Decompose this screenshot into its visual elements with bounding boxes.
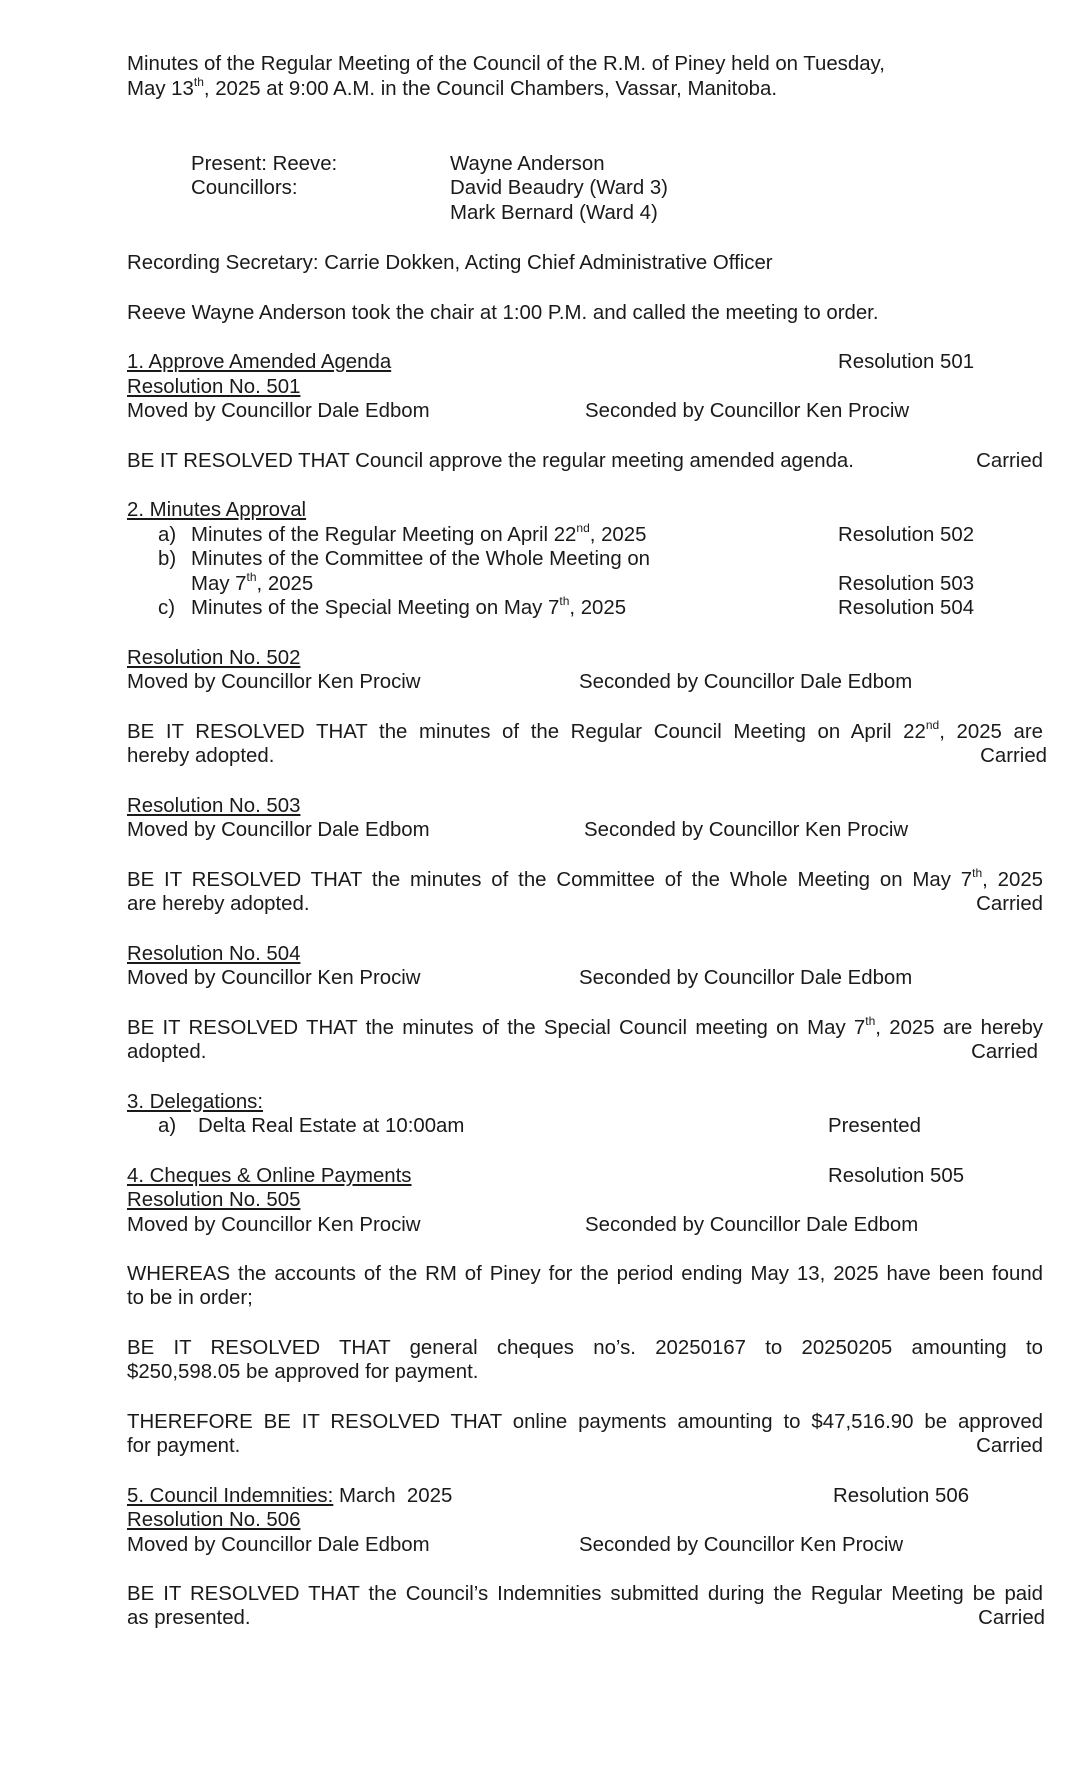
item-c-text: Minutes of the Special Meeting on May 7th, 2025 bbox=[191, 594, 627, 619]
header-line-1: Minutes of the Regular Meeting of the Council of the R.M. of Piney held on Tuesday, bbox=[127, 53, 885, 75]
item-b-text-line-2: May 7th, 2025 bbox=[191, 570, 314, 595]
delegation-a-letter: a) bbox=[158, 1115, 177, 1137]
resolution-502-text-line-1: BE IT RESOLVED THAT the minutes of the Regular Council Meeting on April 22nd, 2025 are bbox=[127, 718, 1043, 743]
resolution-506-seconded: Seconded by Councillor Ken Prociw bbox=[579, 1534, 904, 1556]
whereas-line-1: WHEREAS the accounts of the RM of Piney for the period ending May 13, 2025 have been found bbox=[127, 1263, 1043, 1285]
resolution-504-text-line-2: adopted. bbox=[127, 1041, 207, 1063]
resolution-503-number: Resolution No. 503 bbox=[127, 795, 301, 817]
section-4-heading: 4. Cheques & Online Payments bbox=[127, 1165, 412, 1187]
resolution-503-carried: Carried bbox=[976, 893, 1043, 915]
resolution-504-text-line-1: BE IT RESOLVED THAT the minutes of the Special Council meeting on May 7th, 2025 are hereby bbox=[127, 1014, 1044, 1039]
resolution-503-text-line-2: are hereby adopted. bbox=[127, 893, 310, 915]
call-to-order: Reeve Wayne Anderson took the chair at 1:00 P.M. and called the meeting to order. bbox=[127, 302, 879, 324]
cheques-line-2: $250,598.05 be approved for payment. bbox=[127, 1361, 479, 1383]
whereas-line-2: to be in order; bbox=[127, 1287, 253, 1309]
resolution-502-carried: Carried bbox=[980, 745, 1047, 767]
resolution-505-moved: Moved by Councillor Ken Prociw bbox=[127, 1214, 421, 1236]
resolution-501-number: Resolution No. 501 bbox=[127, 376, 301, 398]
resolution-501-seconded: Seconded by Councillor Ken Prociw bbox=[585, 400, 910, 422]
item-b-letter: b) bbox=[158, 548, 177, 570]
item-c-letter: c) bbox=[158, 597, 175, 619]
resolution-505-seconded: Seconded by Councillor Dale Edbom bbox=[585, 1214, 919, 1236]
resolution-506-number: Resolution No. 506 bbox=[127, 1509, 301, 1531]
resolution-502-number: Resolution No. 502 bbox=[127, 647, 301, 669]
resolution-501-moved: Moved by Councillor Dale Edbom bbox=[127, 400, 430, 422]
section-1-resolution-ref: Resolution 501 bbox=[838, 351, 975, 373]
online-payments-line-2: for payment. bbox=[127, 1435, 241, 1457]
councillor-2: Mark Bernard (Ward 4) bbox=[450, 202, 658, 224]
resolution-501-carried: Carried bbox=[976, 450, 1043, 472]
councillors-label: Councillors: bbox=[191, 177, 298, 199]
present-label: Present: Reeve: bbox=[191, 153, 338, 175]
item-a-letter: a) bbox=[158, 524, 177, 546]
section-5-resolution-ref: Resolution 506 bbox=[833, 1485, 970, 1507]
reeve-name: Wayne Anderson bbox=[450, 153, 605, 175]
resolution-504-carried: Carried bbox=[971, 1041, 1038, 1063]
section-3-heading: 3. Delegations: bbox=[127, 1091, 264, 1113]
resolution-501-text: BE IT RESOLVED THAT Council approve the regular meeting amended agenda. bbox=[127, 450, 854, 472]
resolution-506-text-line-1: BE IT RESOLVED THAT the Council’s Indemnities submitted during the Regular Meeting be paid bbox=[127, 1583, 1043, 1605]
resolution-502-moved: Moved by Councillor Ken Prociw bbox=[127, 671, 421, 693]
header-line-2: May 13th, 2025 at 9:00 A.M. in the Council Chambers, Vassar, Manitoba. bbox=[127, 75, 778, 100]
cheques-line-1: BE IT RESOLVED THAT general cheques no’s. 20250167 to 20250205 amounting to bbox=[127, 1337, 1043, 1359]
delegation-a-text: Delta Real Estate at 10:00am bbox=[198, 1115, 465, 1137]
item-b-resolution: Resolution 503 bbox=[838, 573, 975, 595]
section-1-heading: 1. Approve Amended Agenda bbox=[127, 351, 392, 373]
recording-secretary: Recording Secretary: Carrie Dokken, Acting Chief Administrative Officer bbox=[127, 252, 773, 274]
item-c-resolution: Resolution 504 bbox=[838, 597, 975, 619]
section-2-heading: 2. Minutes Approval bbox=[127, 499, 307, 521]
resolution-502-text-line-2: hereby adopted. bbox=[127, 745, 275, 767]
resolution-503-text-line-1: BE IT RESOLVED THAT the minutes of the Committee of the Whole Meeting on May 7th, 2025 bbox=[127, 866, 1043, 891]
resolution-503-moved: Moved by Councillor Dale Edbom bbox=[127, 819, 430, 841]
online-payments-line-1: THEREFORE BE IT RESOLVED THAT online payments amounting to $47,516.90 be approved bbox=[127, 1411, 1043, 1433]
resolution-504-seconded: Seconded by Councillor Dale Edbom bbox=[579, 967, 913, 989]
item-a-text: Minutes of the Regular Meeting on April 22nd, 2025 bbox=[191, 521, 647, 546]
resolution-505-number: Resolution No. 505 bbox=[127, 1189, 301, 1211]
section-5-heading: 5. Council Indemnities: March 2025 bbox=[127, 1485, 453, 1507]
resolution-504-number: Resolution No. 504 bbox=[127, 943, 301, 965]
resolution-506-carried: Carried bbox=[978, 1607, 1045, 1629]
resolution-505-carried: Carried bbox=[976, 1435, 1043, 1457]
section-4-resolution-ref: Resolution 505 bbox=[828, 1165, 965, 1187]
resolution-506-moved: Moved by Councillor Dale Edbom bbox=[127, 1534, 430, 1556]
resolution-506-text-line-2: as presented. bbox=[127, 1607, 251, 1629]
resolution-504-moved: Moved by Councillor Ken Prociw bbox=[127, 967, 421, 989]
item-b-text-line-1: Minutes of the Committee of the Whole Meeting on bbox=[191, 548, 651, 570]
councillor-1: David Beaudry (Ward 3) bbox=[450, 177, 668, 199]
delegation-a-status: Presented bbox=[828, 1115, 921, 1137]
resolution-502-seconded: Seconded by Councillor Dale Edbom bbox=[579, 671, 913, 693]
resolution-503-seconded: Seconded by Councillor Ken Prociw bbox=[584, 819, 909, 841]
item-a-resolution: Resolution 502 bbox=[838, 524, 975, 546]
